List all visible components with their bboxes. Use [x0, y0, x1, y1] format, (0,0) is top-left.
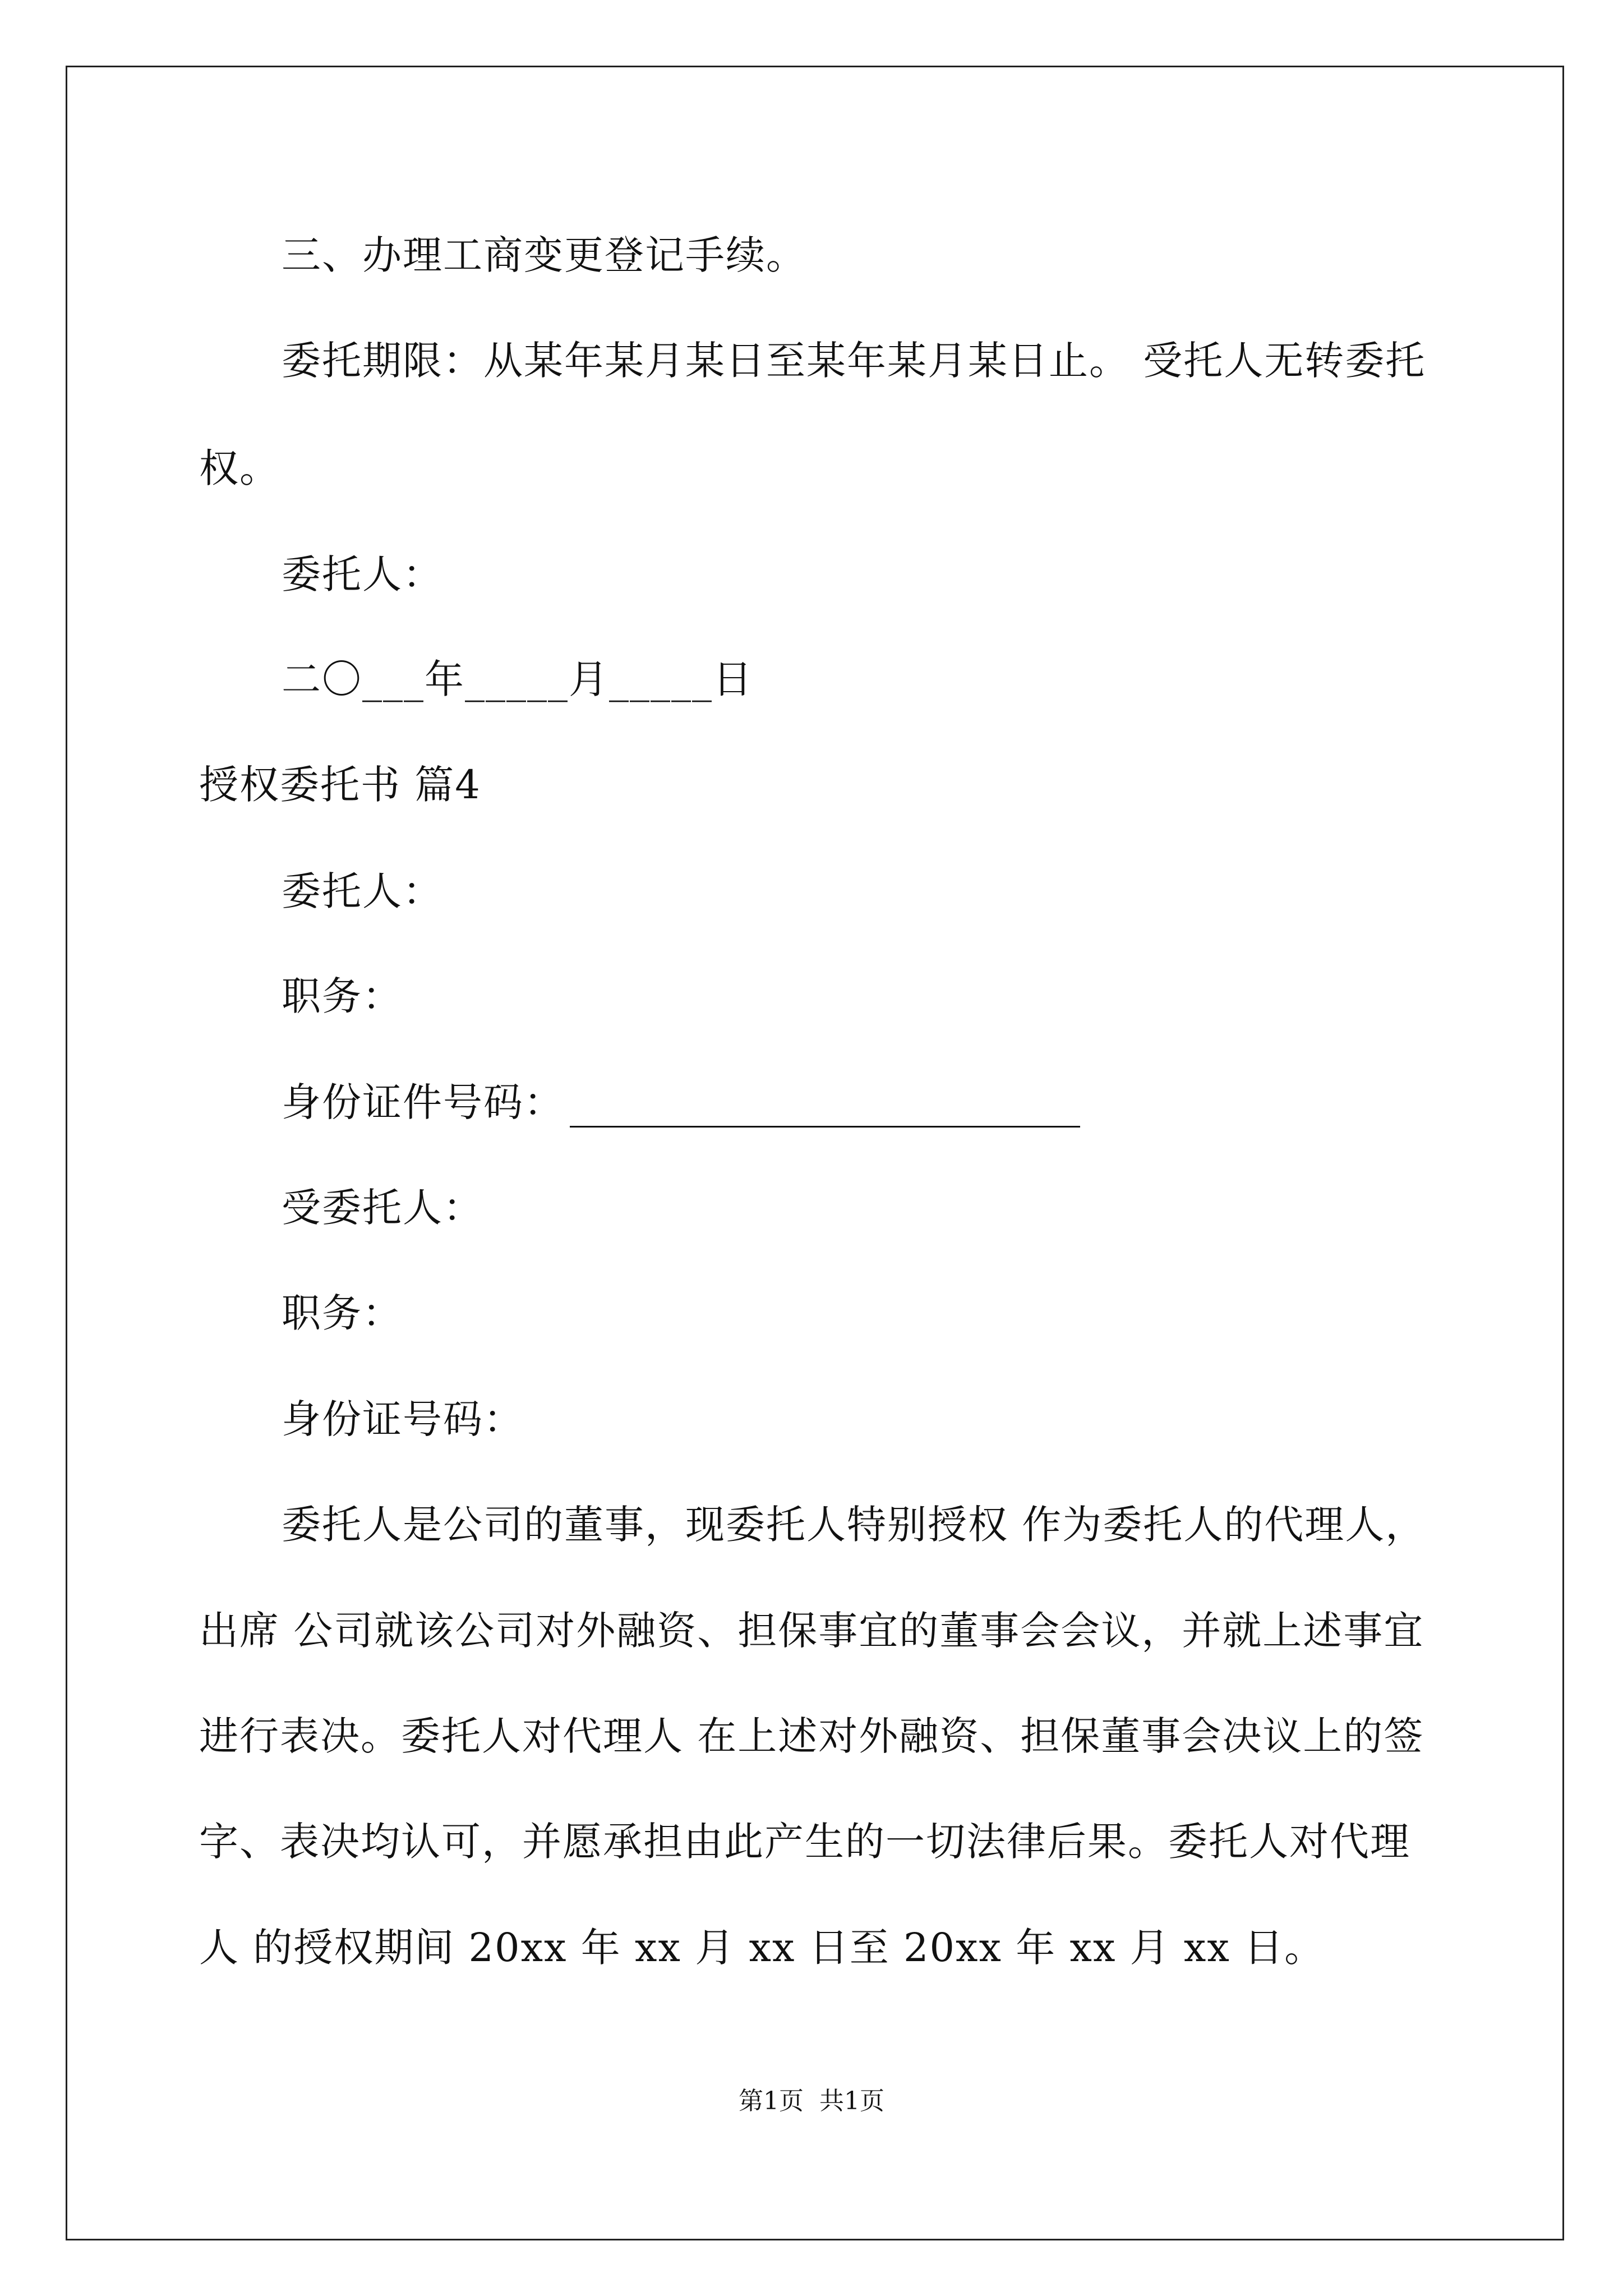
paragraph-principal: 委托人： — [282, 551, 443, 597]
field-agent-id: 身份证号码： — [282, 1396, 524, 1442]
id-number-blank-line — [570, 1087, 1080, 1128]
body-paragraph-line3: 进行表决。委托人对代理人 在上述对外融资、担保董事会决议上的签 — [199, 1713, 1424, 1759]
body-paragraph-line1: 委托人是公司的董事，现委托人特别授权 作为委托人的代理人， — [282, 1502, 1426, 1548]
paragraph-term-line2: 权。 — [199, 445, 280, 491]
page-border — [66, 66, 1564, 2240]
section-heading: 授权委托书 篇4 — [199, 762, 481, 808]
body-paragraph-line4: 字、表决均认可，并愿承担由此产生的一切法律后果。委托人对代理 — [199, 1819, 1410, 1865]
field-principal-id — [282, 1077, 1080, 1128]
paragraph-item-three: 三、办理工商变更登记手续。 — [282, 232, 806, 278]
body-paragraph-line5: 人 的授权期间 20xx 年 xx 月 xx 日至 20xx 年 xx 月 xx 日。 — [199, 1925, 1325, 1971]
paragraph-term-line1: 委托期限：从某年某月某日至某年某月某日止。 受托人无转委托 — [282, 338, 1426, 384]
field-principal-position: 职务： — [282, 973, 403, 1019]
field-principal: 委托人： — [282, 868, 443, 914]
paragraph-date: 二〇___年_____月_____日 — [282, 656, 753, 702]
field-agent: 受委托人： — [282, 1185, 483, 1231]
page-footer: 第1页 共1页 — [739, 2087, 884, 2115]
field-agent-position: 职务： — [282, 1290, 403, 1336]
body-paragraph-line2: 出席 公司就该公司对外融资、担保事宜的董事会会议，并就上述事宜 — [199, 1608, 1424, 1654]
field-principal-id-label: 身份证件号码： — [282, 1079, 564, 1125]
